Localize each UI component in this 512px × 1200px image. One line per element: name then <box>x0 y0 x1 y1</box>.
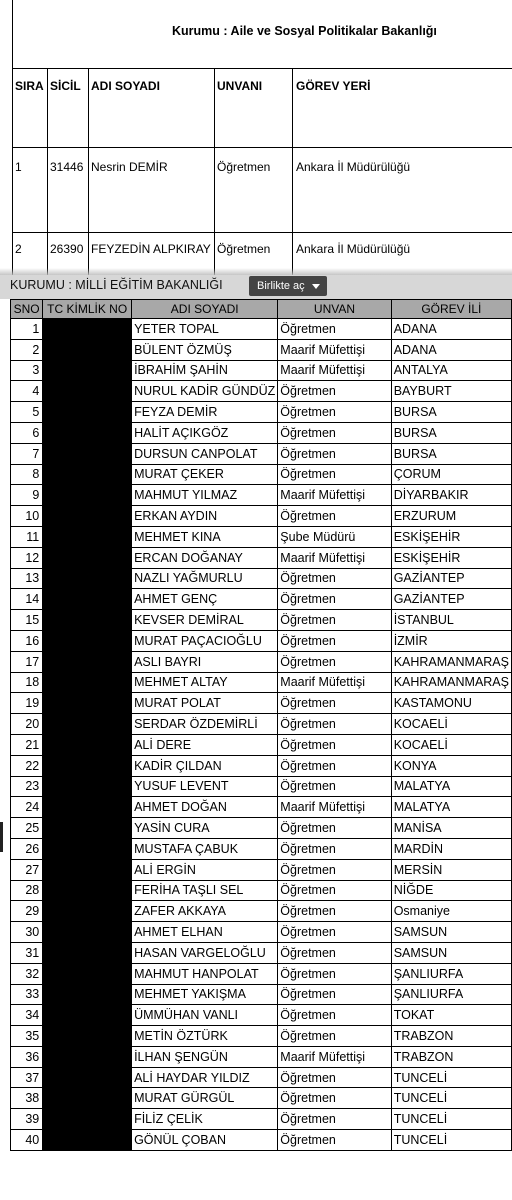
cell-unvan: Öğretmen <box>278 630 391 651</box>
cell-sno: 21 <box>11 734 43 755</box>
cell-sno: 6 <box>11 422 43 443</box>
cell-gorev-ili: MALATYA <box>391 797 511 818</box>
cell-sno: 23 <box>11 776 43 797</box>
cell-gorev-ili: ADANA <box>391 319 511 340</box>
cell-name: KEVSER DEMİRAL <box>132 610 278 631</box>
cell-sno: 5 <box>11 402 43 423</box>
cell-name: MURAT POLAT <box>132 693 278 714</box>
table-header-row <box>11 300 512 319</box>
cell-sno: 22 <box>11 755 43 776</box>
table-row <box>11 963 512 984</box>
cell-unvan: Öğretmen <box>278 942 391 963</box>
cell-sno: 39 <box>11 1109 43 1130</box>
cell-sno: 35 <box>11 1026 43 1047</box>
cell-name: NAZLI YAĞMURLU <box>132 568 278 589</box>
table-row <box>11 755 512 776</box>
table-row <box>11 838 512 859</box>
cell-tc-redacted <box>43 901 132 922</box>
col-header-tc: TC KİMLİK NO <box>43 300 132 319</box>
cell-tc-redacted <box>43 1067 132 1088</box>
cell-gorev-ili: İZMİR <box>391 630 511 651</box>
col-header-sno: SNO <box>11 300 43 319</box>
cell-sno: 1 <box>11 319 43 340</box>
cell-unvan: Maarif Müfettişi <box>278 547 391 568</box>
cell-tc-redacted <box>43 734 132 755</box>
cell-tc-redacted <box>43 714 132 735</box>
cell-unvan: Öğretmen <box>278 963 391 984</box>
table-row <box>11 1130 512 1151</box>
cell-tc-redacted <box>43 402 132 423</box>
cell-gorev-ili: TUNCELİ <box>391 1130 511 1151</box>
cell-unvan: Öğretmen <box>278 1067 391 1088</box>
cell-tc-redacted <box>43 922 132 943</box>
cell-unvan: Öğretmen <box>278 568 391 589</box>
table-row <box>11 1088 512 1109</box>
cell-unvan: Öğretmen <box>278 319 391 340</box>
cell-gorev-ili: MANİSA <box>391 818 511 839</box>
cell-gorev-ili: SAMSUN <box>391 922 511 943</box>
cell-tc-redacted <box>43 984 132 1005</box>
table-row <box>11 485 512 506</box>
institution-label: KURUMU : MİLLİ EĞİTİM BAKANLIĞI <box>10 278 223 292</box>
cell-sno: 34 <box>11 1005 43 1026</box>
cell-name: YETER TOPAL <box>132 319 278 340</box>
table-row <box>11 776 512 797</box>
cell-title: Öğretmen <box>217 160 271 174</box>
cell-sno: 12 <box>11 547 43 568</box>
col-header-name: ADI SOYADI <box>132 300 278 319</box>
cell-sno: 31 <box>11 942 43 963</box>
cell-name: FEYZEDİN ALPKIRAY <box>91 242 211 256</box>
cell-sno: 2 <box>11 339 43 360</box>
cell-unvan: Öğretmen <box>278 922 391 943</box>
cell-name: FİLİZ ÇELİK <box>132 1109 278 1130</box>
table-row <box>11 422 512 443</box>
table-row <box>11 651 512 672</box>
cell-unvan: Öğretmen <box>278 443 391 464</box>
col-header-adi-soyadi: ADI SOYADI <box>91 79 160 93</box>
cell-name: MUSTAFA ÇABUK <box>132 838 278 859</box>
cell-tc-redacted <box>43 360 132 381</box>
cell-name: MURAT GÜRGÜL <box>132 1088 278 1109</box>
cell-tc-redacted <box>43 1005 132 1026</box>
cell-tc-redacted <box>43 1046 132 1067</box>
cell-sno: 16 <box>11 630 43 651</box>
cell-gorev-ili: TUNCELİ <box>391 1088 511 1109</box>
cell-gorev-ili: KAHRAMANMARAŞ <box>391 672 511 693</box>
cell-tc-redacted <box>43 776 132 797</box>
cell-name: GÖNÜL ÇOBAN <box>132 1130 278 1151</box>
cell-unvan: Şube Müdürü <box>278 526 391 547</box>
cell-tc-redacted <box>43 880 132 901</box>
cell-place: Ankara İl Müdürülüğü <box>296 160 411 174</box>
table-row <box>11 443 512 464</box>
cell-sno: 26 <box>11 838 43 859</box>
table-row <box>11 901 512 922</box>
table-row <box>11 1109 512 1130</box>
cell-name: YUSUF LEVENT <box>132 776 278 797</box>
col-header-sira: SIRA <box>15 79 44 93</box>
cell-tc-redacted <box>43 319 132 340</box>
personnel-table-wrapper <box>10 299 512 1151</box>
cell-unvan: Öğretmen <box>278 859 391 880</box>
cell-sno: 28 <box>11 880 43 901</box>
cell-gorev-ili: DİYARBAKIR <box>391 485 511 506</box>
cell-unvan: Öğretmen <box>278 984 391 1005</box>
cell-tc-redacted <box>43 526 132 547</box>
cell-unvan: Öğretmen <box>278 1005 391 1026</box>
cell-sicil: 26390 <box>50 242 84 256</box>
cell-name: ÜMMÜHAN VANLI <box>132 1005 278 1026</box>
table-row <box>11 589 512 610</box>
cell-gorev-ili: TRABZON <box>391 1046 511 1067</box>
cell-sno: 9 <box>11 485 43 506</box>
col-header-sicil: SİCİL <box>50 79 81 93</box>
cell-tc-redacted <box>43 1088 132 1109</box>
cell-tc-redacted <box>43 610 132 631</box>
cell-unvan: Öğretmen <box>278 734 391 755</box>
cell-gorev-ili: MARDİN <box>391 838 511 859</box>
cell-unvan: Öğretmen <box>278 381 391 402</box>
cell-tc-redacted <box>43 464 132 485</box>
cell-sno: 20 <box>11 714 43 735</box>
cell-gorev-ili: GAZİANTEP <box>391 568 511 589</box>
cell-gorev-ili: TUNCELİ <box>391 1109 511 1130</box>
top-document <box>0 0 512 275</box>
cell-name: ERKAN AYDIN <box>132 506 278 527</box>
cell-gorev-ili: BURSA <box>391 402 511 423</box>
cell-name: ALİ ERGİN <box>132 859 278 880</box>
cell-name: KADİR ÇILDAN <box>132 755 278 776</box>
cell-name: HASAN VARGELOĞLU <box>132 942 278 963</box>
cell-unvan: Öğretmen <box>278 693 391 714</box>
cell-unvan: Öğretmen <box>278 610 391 631</box>
cell-tc-redacted <box>43 818 132 839</box>
cell-place: Ankara İl Müdürülüğü <box>296 242 411 256</box>
cell-tc-redacted <box>43 672 132 693</box>
cell-tc-redacted <box>43 589 132 610</box>
col-header-unvan: UNVAN <box>278 300 391 319</box>
cell-sno: 37 <box>11 1067 43 1088</box>
cell-sno: 27 <box>11 859 43 880</box>
cell-unvan: Öğretmen <box>278 464 391 485</box>
cell-sno: 40 <box>11 1130 43 1151</box>
table-row <box>11 402 512 423</box>
table-row <box>11 1067 512 1088</box>
cell-unvan: Maarif Müfettişi <box>278 797 391 818</box>
table-row <box>11 859 512 880</box>
personnel-table <box>10 299 512 1151</box>
cell-tc-redacted <box>43 381 132 402</box>
cell-gorev-ili: Osmaniye <box>391 901 511 922</box>
institution-title: Kurumu : Aile ve Sosyal Politikalar Bakanlığı <box>172 24 437 38</box>
chevron-down-icon <box>312 284 320 289</box>
cell-gorev-ili: ESKİŞEHİR <box>391 526 511 547</box>
table-row <box>11 339 512 360</box>
cell-gorev-ili: KASTAMONU <box>391 693 511 714</box>
cell-unvan: Öğretmen <box>278 818 391 839</box>
cell-name: ALİ DERE <box>132 734 278 755</box>
cell-name: ASLI BAYRI <box>132 651 278 672</box>
cell-gorev-ili: ADANA <box>391 339 511 360</box>
cell-gorev-ili: TUNCELİ <box>391 1067 511 1088</box>
cell-name: BÜLENT ÖZMÜŞ <box>132 339 278 360</box>
cell-gorev-ili: TOKAT <box>391 1005 511 1026</box>
table-row <box>11 381 512 402</box>
cell-tc-redacted <box>43 422 132 443</box>
cell-unvan: Öğretmen <box>278 651 391 672</box>
cell-sno: 18 <box>11 672 43 693</box>
cell-sno: 32 <box>11 963 43 984</box>
cell-unvan: Öğretmen <box>278 1088 391 1109</box>
cell-sno: 13 <box>11 568 43 589</box>
cell-gorev-ili: ÇORUM <box>391 464 511 485</box>
cell-gorev-ili: MERSİN <box>391 859 511 880</box>
table-row <box>11 1026 512 1047</box>
cell-tc-redacted <box>43 485 132 506</box>
cell-name: AHMET ELHAN <box>132 922 278 943</box>
table-row <box>11 610 512 631</box>
cell-tc-redacted <box>43 339 132 360</box>
cell-unvan: Öğretmen <box>278 402 391 423</box>
cell-name: İBRAHİM ŞAHİN <box>132 360 278 381</box>
open-with-button[interactable] <box>249 276 327 296</box>
cell-gorev-ili: GAZİANTEP <box>391 589 511 610</box>
cell-unvan: Öğretmen <box>278 422 391 443</box>
cell-gorev-ili: KONYA <box>391 755 511 776</box>
cell-tc-redacted <box>43 1130 132 1151</box>
cell-sno: 29 <box>11 901 43 922</box>
cell-gorev-ili: ŞANLIURFA <box>391 963 511 984</box>
cell-name: İLHAN ŞENGÜN <box>132 1046 278 1067</box>
table-row <box>11 797 512 818</box>
cell-unvan: Öğretmen <box>278 776 391 797</box>
table-row <box>11 714 512 735</box>
cell-unvan: Öğretmen <box>278 1026 391 1047</box>
table-row <box>11 734 512 755</box>
cell-name: MEHMET ALTAY <box>132 672 278 693</box>
cell-sno: 30 <box>11 922 43 943</box>
cell-name: FEYZA DEMİR <box>132 402 278 423</box>
cell-tc-redacted <box>43 506 132 527</box>
table-row <box>11 942 512 963</box>
cell-name: ZAFER AKKAYA <box>132 901 278 922</box>
cell-gorev-ili: ANTALYA <box>391 360 511 381</box>
cell-sno: 8 <box>11 464 43 485</box>
cell-unvan: Maarif Müfettişi <box>278 339 391 360</box>
cell-sno: 4 <box>11 381 43 402</box>
cell-sno: 25 <box>11 818 43 839</box>
cell-name: MAHMUT HANPOLAT <box>132 963 278 984</box>
cell-title: Öğretmen <box>217 242 271 256</box>
cell-gorev-ili: BURSA <box>391 422 511 443</box>
cell-name: Nesrin DEMİR <box>91 160 168 174</box>
cell-sno: 11 <box>11 526 43 547</box>
open-with-label: Birlikte aç <box>257 280 305 292</box>
cell-sno: 7 <box>11 443 43 464</box>
cell-tc-redacted <box>43 443 132 464</box>
cell-unvan: Öğretmen <box>278 1130 391 1151</box>
cell-unvan: Maarif Müfettişi <box>278 1046 391 1067</box>
cell-tc-redacted <box>43 693 132 714</box>
cell-gorev-ili: MALATYA <box>391 776 511 797</box>
cell-name: MURAT ÇEKER <box>132 464 278 485</box>
cell-gorev-ili: NİĞDE <box>391 880 511 901</box>
cell-unvan: Öğretmen <box>278 589 391 610</box>
cell-tc-redacted <box>43 838 132 859</box>
cell-sno: 24 <box>11 797 43 818</box>
table-row <box>11 319 512 340</box>
cell-sicil: 31446 <box>50 160 84 174</box>
cell-gorev-ili: SAMSUN <box>391 942 511 963</box>
cell-unvan: Maarif Müfettişi <box>278 360 391 381</box>
cell-gorev-ili: İSTANBUL <box>391 610 511 631</box>
cell-name: HALİT AÇIKGÖZ <box>132 422 278 443</box>
cell-gorev-ili: TRABZON <box>391 1026 511 1047</box>
cell-tc-redacted <box>43 755 132 776</box>
cell-name: FERİHA TAŞLI SEL <box>132 880 278 901</box>
col-header-gorev-ili: GÖREV İLİ <box>391 300 511 319</box>
cell-name: METİN ÖZTÜRK <box>132 1026 278 1047</box>
table-row <box>11 693 512 714</box>
cell-tc-redacted <box>43 568 132 589</box>
cell-unvan: Öğretmen <box>278 1109 391 1130</box>
cell-tc-redacted <box>43 1109 132 1130</box>
cell-tc-redacted <box>43 797 132 818</box>
table-row <box>11 526 512 547</box>
cell-unvan: Maarif Müfettişi <box>278 485 391 506</box>
cell-name: MURAT PAÇACIOĞLU <box>132 630 278 651</box>
cell-sno: 17 <box>11 651 43 672</box>
cell-name: MEHMET KINA <box>132 526 278 547</box>
side-marker <box>0 822 3 852</box>
cell-unvan: Öğretmen <box>278 755 391 776</box>
cell-gorev-ili: KOCAELİ <box>391 714 511 735</box>
cell-tc-redacted <box>43 1026 132 1047</box>
cell-tc-redacted <box>43 651 132 672</box>
cell-name: AHMET DOĞAN <box>132 797 278 818</box>
table-row <box>11 464 512 485</box>
cell-gorev-ili: KOCAELİ <box>391 734 511 755</box>
col-header-gorev-yeri: GÖREV YERİ <box>296 79 371 93</box>
cell-name: DURSUN CANPOLAT <box>132 443 278 464</box>
cell-sno: 19 <box>11 693 43 714</box>
table-row <box>11 922 512 943</box>
table-row <box>11 984 512 1005</box>
cell-unvan: Öğretmen <box>278 901 391 922</box>
cell-unvan: Öğretmen <box>278 838 391 859</box>
cell-sno: 38 <box>11 1088 43 1109</box>
cell-name: AHMET GENÇ <box>132 589 278 610</box>
cell-sno: 33 <box>11 984 43 1005</box>
table-row <box>11 506 512 527</box>
cell-tc-redacted <box>43 630 132 651</box>
cell-sno: 3 <box>11 360 43 381</box>
cell-gorev-ili: BURSA <box>391 443 511 464</box>
cell-gorev-ili: KAHRAMANMARAŞ <box>391 651 511 672</box>
table-row <box>11 630 512 651</box>
table-row <box>11 818 512 839</box>
cell-name: MEHMET YAKIŞMA <box>132 984 278 1005</box>
cell-name: ALİ HAYDAR YILDIZ <box>132 1067 278 1088</box>
cell-sno: 10 <box>11 506 43 527</box>
table-row <box>11 568 512 589</box>
cell-unvan: Maarif Müfettişi <box>278 672 391 693</box>
cell-name: NURUL KADİR GÜNDÜZ <box>132 381 278 402</box>
cell-gorev-ili: ERZURUM <box>391 506 511 527</box>
col-header-unvani: UNVANI <box>217 79 263 93</box>
cell-name: YASİN CURA <box>132 818 278 839</box>
cell-tc-redacted <box>43 942 132 963</box>
table-row <box>11 1046 512 1067</box>
cell-sno: 36 <box>11 1046 43 1067</box>
cell-tc-redacted <box>43 547 132 568</box>
cell-name: MAHMUT YILMAZ <box>132 485 278 506</box>
cell-unvan: Öğretmen <box>278 880 391 901</box>
cell-sno: 15 <box>11 610 43 631</box>
cell-sira: 2 <box>15 242 22 256</box>
cell-sno: 14 <box>11 589 43 610</box>
table-row <box>11 547 512 568</box>
cell-unvan: Öğretmen <box>278 714 391 735</box>
table-row <box>11 360 512 381</box>
cell-sira: 1 <box>15 160 22 174</box>
document-toolbar <box>0 275 512 299</box>
cell-gorev-ili: ŞANLIURFA <box>391 984 511 1005</box>
cell-name: ERCAN DOĞANAY <box>132 547 278 568</box>
cell-tc-redacted <box>43 859 132 880</box>
table-row <box>11 672 512 693</box>
cell-unvan: Öğretmen <box>278 506 391 527</box>
table-row <box>11 1005 512 1026</box>
cell-name: SERDAR ÖZDEMİRLİ <box>132 714 278 735</box>
cell-gorev-ili: ESKİŞEHİR <box>391 547 511 568</box>
table-body <box>11 319 512 1151</box>
cell-gorev-ili: BAYBURT <box>391 381 511 402</box>
table-row <box>11 880 512 901</box>
cell-tc-redacted <box>43 963 132 984</box>
